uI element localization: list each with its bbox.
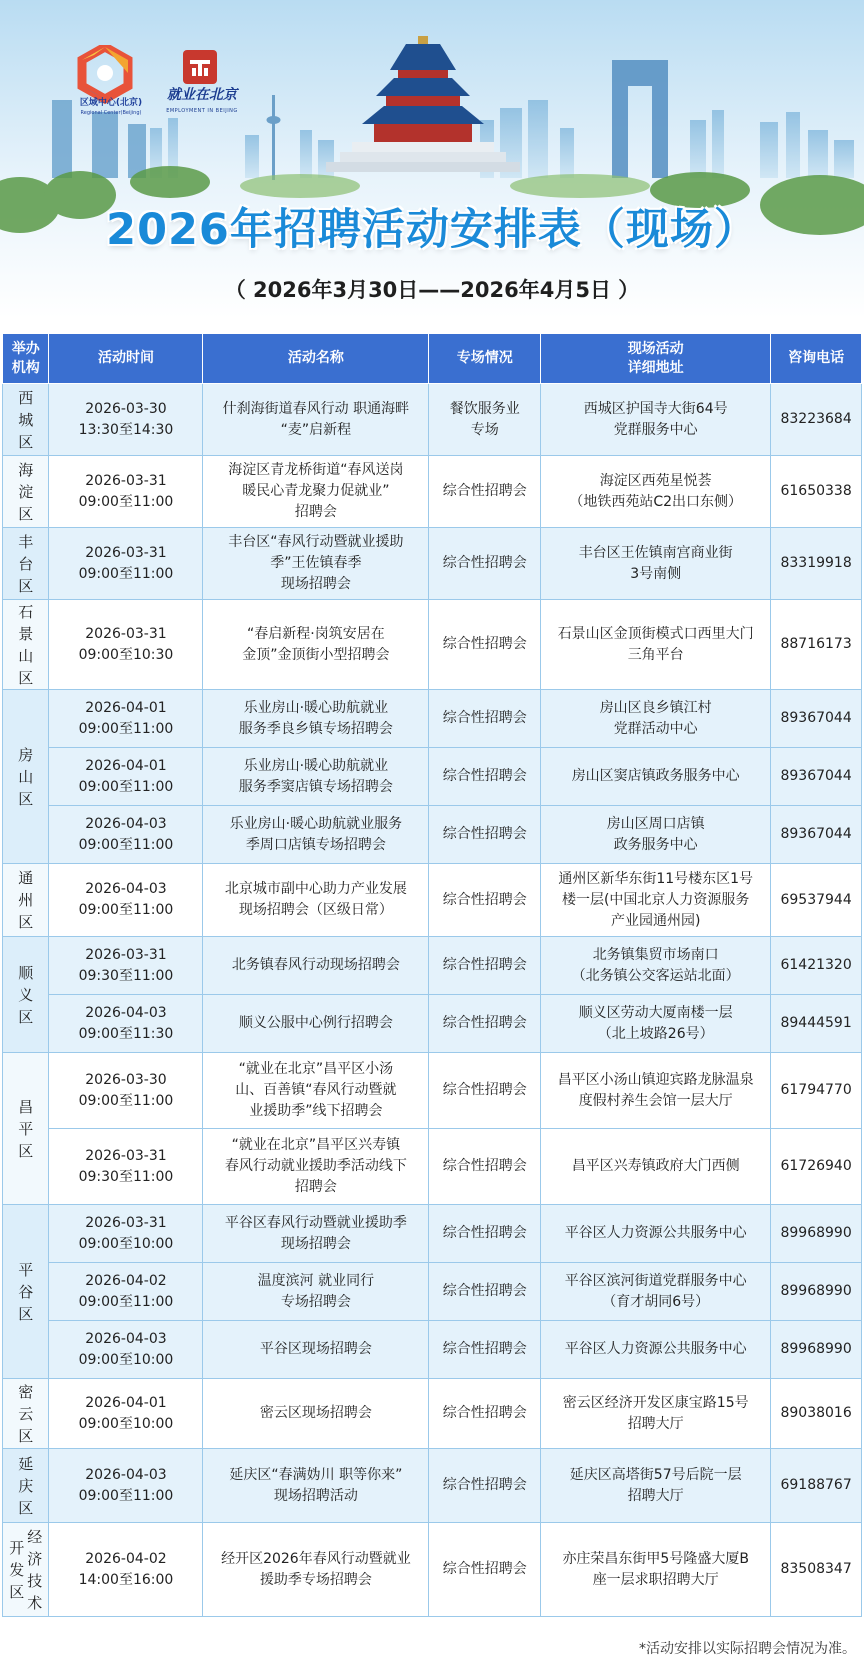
table-row	[3, 937, 862, 995]
type-cell: 综合性招聘会	[429, 1321, 541, 1379]
address-cell: 西城区护国寺大街64号 党群服务中心	[541, 384, 771, 456]
type-cell: 综合性招聘会	[429, 1205, 541, 1263]
schedule-table	[2, 333, 862, 1617]
org-cell: 平谷区	[3, 1205, 49, 1379]
org-cell: 开发区 经济技术	[3, 1523, 49, 1617]
address-cell: 房山区周口店镇 政务服务中心	[541, 806, 771, 864]
phone-cell: 89444591	[771, 995, 862, 1053]
org-cell: 石景山区	[3, 600, 49, 690]
name-cell: 延庆区“春满妫川 职等你来” 现场招聘活动	[203, 1449, 429, 1523]
table-row	[3, 1053, 862, 1129]
name-cell: 乐业房山·暖心助航就业 服务季窦店镇专场招聘会	[203, 748, 429, 806]
org-cell: 延庆区	[3, 1449, 49, 1523]
name-cell: 平谷区现场招聘会	[203, 1321, 429, 1379]
time-cell: 2026-04-02 09:00至11:00	[49, 1263, 203, 1321]
org-cell: 丰台区	[3, 528, 49, 600]
table-row	[3, 806, 862, 864]
address-cell: 北务镇集贸市场南口 （北务镇公交客运站北面）	[541, 937, 771, 995]
table-row	[3, 528, 862, 600]
address-cell: 通州区新华东街11号楼东区1号 楼一层(中国北京人力资源服务 产业园通州园)	[541, 864, 771, 937]
org-cell: 海淀区	[3, 456, 49, 528]
time-cell: 2026-03-31 09:00至10:30	[49, 600, 203, 690]
phone-cell: 69537944	[771, 864, 862, 937]
type-cell: 综合性招聘会	[429, 995, 541, 1053]
employment-in-beijing-logo-text: 就业在北京 EMPLOYMENT IN BEIJING	[166, 87, 238, 114]
table-row	[3, 748, 862, 806]
name-cell: 平谷区春风行动暨就业援助季 现场招聘会	[203, 1205, 429, 1263]
type-cell: 综合性招聘会	[429, 1263, 541, 1321]
type-cell: 综合性招聘会	[429, 528, 541, 600]
time-cell: 2026-04-01 09:00至10:00	[49, 1379, 203, 1449]
phone-cell: 89367044	[771, 806, 862, 864]
phone-cell: 69188767	[771, 1449, 862, 1523]
address-cell: 密云区经济开发区康宝路15号 招聘大厅	[541, 1379, 771, 1449]
table-row	[3, 690, 862, 748]
table-row	[3, 1449, 862, 1523]
type-cell: 综合性招聘会	[429, 1379, 541, 1449]
table-row	[3, 384, 862, 456]
time-cell: 2026-04-03 09:00至10:00	[49, 1321, 203, 1379]
address-cell: 平谷区人力资源公共服务中心	[541, 1321, 771, 1379]
org-cell: 顺义区	[3, 937, 49, 1053]
table-body	[3, 384, 862, 1617]
footnote: *活动安排以实际招聘会情况为准。	[639, 1641, 856, 1657]
time-cell: 2026-03-31 09:30至11:00	[49, 1129, 203, 1205]
regional-center-logo-text: 区域中心(北京) Regional Center(Beijing)	[79, 98, 143, 116]
name-cell: 乐业房山·暖心助航就业 服务季良乡镇专场招聘会	[203, 690, 429, 748]
table-row	[3, 995, 862, 1053]
header-phone: 咨询电话	[771, 334, 862, 384]
address-cell: 顺义区劳动大厦南楼一层 （北上坡路26号）	[541, 995, 771, 1053]
schedule-table-wrapper	[2, 333, 862, 1617]
date-range: （ 2026年3月30日——2026年4月5日 ）	[224, 278, 640, 302]
time-cell: 2026-03-31 09:00至10:00	[49, 1205, 203, 1263]
name-cell: “春启新程·岗筑安居在 金顶”金顶街小型招聘会	[203, 600, 429, 690]
header-organizer: 举办 机构	[3, 334, 49, 384]
name-cell: 经开区2026年春风行动暨就业 援助季专场招聘会	[203, 1523, 429, 1617]
phone-cell: 83319918	[771, 528, 862, 600]
type-cell: 综合性招聘会	[429, 690, 541, 748]
name-cell: “就业在北京”昌平区小汤 山、百善镇“春风行动暨就 业援助季”线下招聘会	[203, 1053, 429, 1129]
header-banner	[0, 0, 864, 318]
table-row	[3, 600, 862, 690]
type-cell: 综合性招聘会	[429, 864, 541, 937]
header-address: 现场活动 详细地址	[541, 334, 771, 384]
phone-cell: 61794770	[771, 1053, 862, 1129]
phone-cell: 88716173	[771, 600, 862, 690]
time-cell: 2026-04-01 09:00至11:00	[49, 690, 203, 748]
header-activity-name: 活动名称	[203, 334, 429, 384]
time-cell: 2026-04-01 09:00至11:00	[49, 748, 203, 806]
type-cell: 综合性招聘会	[429, 806, 541, 864]
type-cell: 综合性招聘会	[429, 1449, 541, 1523]
name-cell: 顺义公服中心例行招聘会	[203, 995, 429, 1053]
name-cell: 丰台区“春风行动暨就业援助 季”王佐镇春季 现场招聘会	[203, 528, 429, 600]
org-cell: 密云区	[3, 1379, 49, 1449]
phone-cell: 89968990	[771, 1205, 862, 1263]
name-cell: 温度滨河 就业同行 专场招聘会	[203, 1263, 429, 1321]
name-cell: 海淀区青龙桥街道“春风送岗 暖民心青龙聚力促就业” 招聘会	[203, 456, 429, 528]
type-cell: 综合性招聘会	[429, 1129, 541, 1205]
address-cell: 昌平区兴寿镇政府大门西侧	[541, 1129, 771, 1205]
type-cell: 综合性招聘会	[429, 1523, 541, 1617]
employment-in-beijing-logo-icon	[181, 48, 219, 86]
type-cell: 综合性招聘会	[429, 456, 541, 528]
phone-cell: 61421320	[771, 937, 862, 995]
address-cell: 延庆区高塔街57号后院一层 招聘大厅	[541, 1449, 771, 1523]
time-cell: 2026-04-03 09:00至11:00	[49, 806, 203, 864]
time-cell: 2026-03-30 09:00至11:00	[49, 1053, 203, 1129]
time-cell: 2026-04-03 09:00至11:30	[49, 995, 203, 1053]
time-cell: 2026-03-30 13:30至14:30	[49, 384, 203, 456]
time-cell: 2026-04-03 09:00至11:00	[49, 1449, 203, 1523]
address-cell: 平谷区人力资源公共服务中心	[541, 1205, 771, 1263]
address-cell: 房山区窦店镇政务服务中心	[541, 748, 771, 806]
time-cell: 2026-04-03 09:00至11:00	[49, 864, 203, 937]
table-row	[3, 1379, 862, 1449]
phone-cell: 83508347	[771, 1523, 862, 1617]
page-title: 2026年招聘活动安排表（现场）	[106, 205, 758, 255]
address-cell: 石景山区金顶街模式口西里大门 三角平台	[541, 600, 771, 690]
type-cell: 综合性招聘会	[429, 1053, 541, 1129]
table-row	[3, 1321, 862, 1379]
address-cell: 丰台区王佐镇南宫商业街 3号南侧	[541, 528, 771, 600]
time-cell: 2026-04-02 14:00至16:00	[49, 1523, 203, 1617]
address-cell: 亦庄荣昌东街甲5号隆盛大厦B 座一层求职招聘大厅	[541, 1523, 771, 1617]
time-cell: 2026-03-31 09:30至11:00	[49, 937, 203, 995]
phone-cell: 89038016	[771, 1379, 862, 1449]
name-cell: “就业在北京”昌平区兴寿镇 春风行动就业援助季活动线下 招聘会	[203, 1129, 429, 1205]
org-cell: 房山区	[3, 690, 49, 864]
phone-cell: 83223684	[771, 384, 862, 456]
phone-cell: 89367044	[771, 690, 862, 748]
org-cell: 通州区	[3, 864, 49, 937]
table-row	[3, 1523, 862, 1617]
table-header-row	[3, 334, 862, 384]
name-cell: 乐业房山·暖心助航就业服务 季周口店镇专场招聘会	[203, 806, 429, 864]
name-cell: 密云区现场招聘会	[203, 1379, 429, 1449]
type-cell: 综合性招聘会	[429, 748, 541, 806]
header-type: 专场情况	[429, 334, 541, 384]
phone-cell: 61650338	[771, 456, 862, 528]
type-cell: 综合性招聘会	[429, 937, 541, 995]
phone-cell: 89367044	[771, 748, 862, 806]
address-cell: 房山区良乡镇江村 党群活动中心	[541, 690, 771, 748]
table-row	[3, 1263, 862, 1321]
time-cell: 2026-03-31 09:00至11:00	[49, 456, 203, 528]
phone-cell: 89968990	[771, 1263, 862, 1321]
name-cell: 北务镇春风行动现场招聘会	[203, 937, 429, 995]
name-cell: 什刹海街道春风行动 职通海畔 “麦”启新程	[203, 384, 429, 456]
table-row	[3, 1205, 862, 1263]
type-cell: 综合性招聘会	[429, 600, 541, 690]
address-cell: 平谷区滨河街道党群服务中心 （育才胡同6号）	[541, 1263, 771, 1321]
header-time: 活动时间	[49, 334, 203, 384]
org-cell: 昌平区	[3, 1053, 49, 1205]
phone-cell: 61726940	[771, 1129, 862, 1205]
org-cell: 西城区	[3, 384, 49, 456]
name-cell: 北京城市副中心助力产业发展 现场招聘会（区级日常）	[203, 864, 429, 937]
type-cell: 餐饮服务业 专场	[429, 384, 541, 456]
table-row	[3, 1129, 862, 1205]
address-cell: 海淀区西苑星悦荟 （地铁西苑站C2出口东侧）	[541, 456, 771, 528]
phone-cell: 89968990	[771, 1321, 862, 1379]
table-row	[3, 456, 862, 528]
table-row	[3, 864, 862, 937]
time-cell: 2026-03-31 09:00至11:00	[49, 528, 203, 600]
address-cell: 昌平区小汤山镇迎宾路龙脉温泉 度假村养生会馆一层大厅	[541, 1053, 771, 1129]
